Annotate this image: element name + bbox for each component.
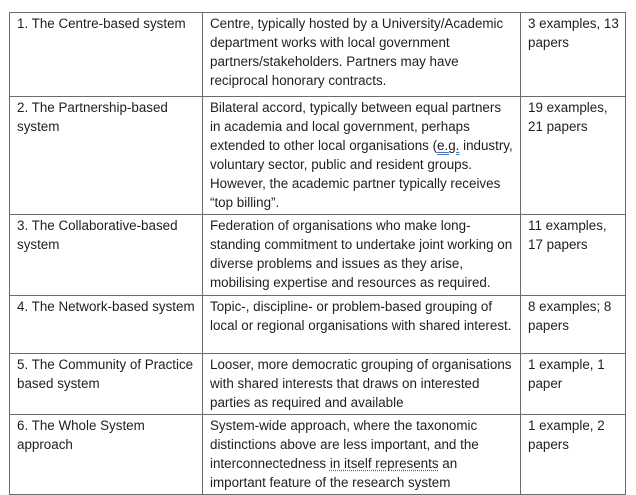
system-name-cell: 5. The Community of Practice based system	[10, 354, 203, 415]
description-cell: Federation of organisations who make long-standing commitment to undertake joint working on diverse problems and issues as they arise, mobilising expertise and resources as required.	[203, 215, 521, 296]
count-cell: 3 examples, 13 papers	[521, 13, 626, 97]
grammar-flagged-text[interactable]: in itself represents	[329, 456, 439, 471]
table-row	[10, 296, 626, 354]
system-name-cell: 3. The Collaborative-based system	[10, 215, 203, 296]
description-text: Bilateral accord, typically between equal partners in academia and local government, perhaps extended to other local organisations (	[210, 100, 502, 153]
research-systems-table	[9, 12, 626, 495]
table-row	[10, 354, 626, 415]
count-cell: 19 examples, 21 papers	[521, 97, 626, 215]
count-cell: 1 example, 1 paper	[521, 354, 626, 415]
system-name-cell: 2. The Partnership-based system	[10, 97, 203, 215]
system-name-cell: 4. The Network-based system	[10, 296, 203, 354]
description-text: System-wide approach, where the taxonomic distinctions above are less important, and the interconnectedness	[210, 418, 479, 471]
count-cell: 1 example, 2 papers	[521, 415, 626, 495]
description-text: an important feature of the research system	[210, 456, 458, 490]
grammar-flagged-text[interactable]: e.g.	[437, 138, 460, 153]
description-cell: Looser, more democratic grouping of organisations with shared interests that draws on interested parties as required and available	[203, 354, 521, 415]
system-name-cell: 1. The Centre-based system	[10, 13, 203, 97]
table-row	[10, 215, 626, 296]
description-cell	[203, 415, 521, 495]
table-row	[10, 97, 626, 215]
description-cell: Topic-, discipline- or problem-based grouping of local or regional organisations with shared interest.	[203, 296, 521, 354]
count-cell: 8 examples; 8 papers	[521, 296, 626, 354]
description-cell	[203, 97, 521, 215]
table-row	[10, 13, 626, 97]
description-cell: Centre, typically hosted by a University/Academic department works with local government partners/stakeholders. Partners may have reciprocal honorary contracts.	[203, 13, 521, 97]
table-row	[10, 415, 626, 495]
description-text: industry, voluntary sector, public and resident groups. However, the academic partner typically receives “top billing”.	[210, 138, 513, 210]
count-cell: 11 examples, 17 papers	[521, 215, 626, 296]
system-name-cell: 6. The Whole System approach	[10, 415, 203, 495]
